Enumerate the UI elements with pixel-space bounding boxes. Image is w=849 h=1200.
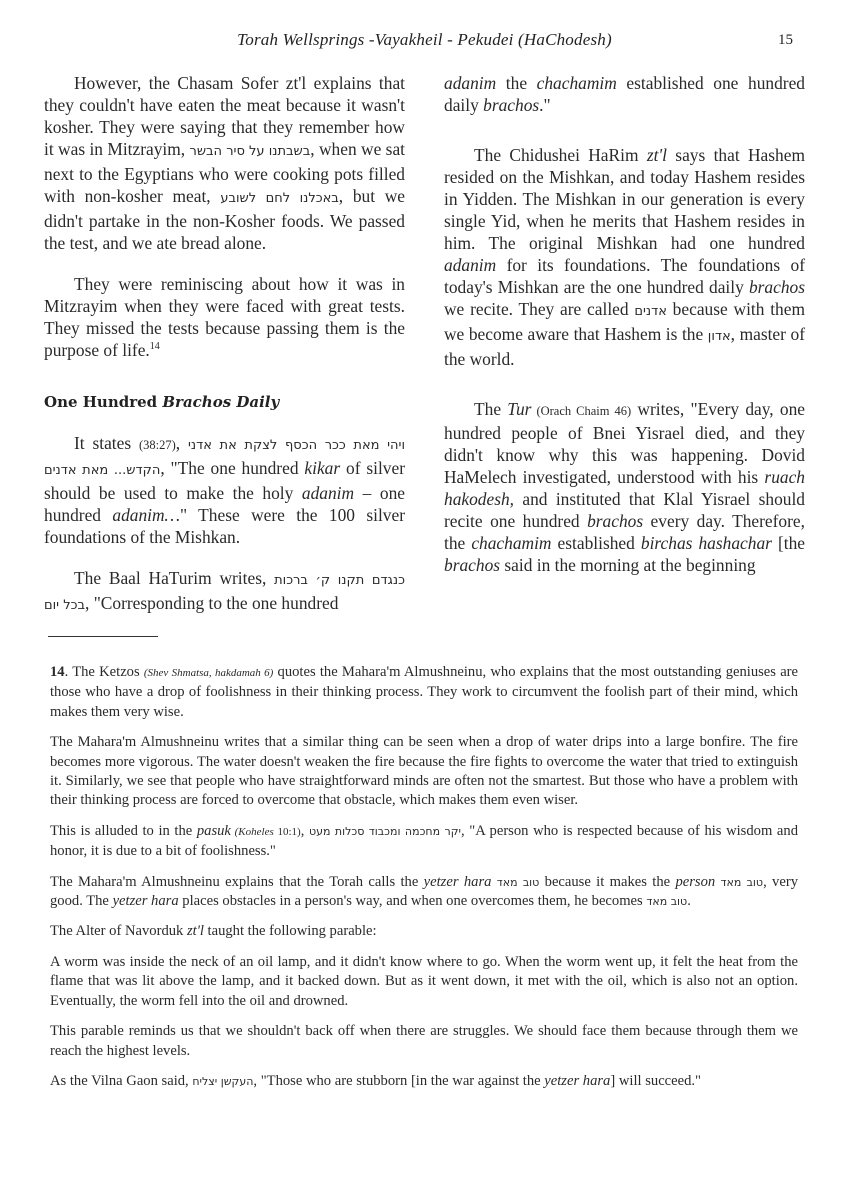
text: because it makes the — [539, 873, 676, 890]
footnote-ref[interactable]: 14 — [149, 341, 160, 353]
text: The Chidushei HaRim — [474, 145, 647, 165]
italic-term: yetzer hara — [544, 1072, 611, 1089]
hebrew-word: טוב מאד — [646, 895, 688, 909]
text: . — [687, 893, 691, 910]
text: , "Those who are stubborn [in the war against the — [253, 1072, 545, 1089]
text: places obstacles in a person's way, and when one overcomes them, he becomes — [178, 893, 647, 910]
running-header — [0, 30, 849, 54]
italic-term: zt'l — [646, 145, 667, 165]
text: However, the Chasam Sofer zt'l explains that they couldn't have eaten the meat because it wasn't kosher. They were saying that they remember how it was in Mitzrayim, — [44, 73, 405, 159]
text: says that Hashem resided on the Mishkan, and today Hashem resides in Yidden. The Mishkan in our generation is every single Yid, when he merits that Hashem resides in him. The original Mishkan had one hundred — [444, 145, 805, 253]
italic-term: Tur — [507, 399, 532, 419]
italic-term: adanim — [444, 255, 497, 275]
italic-term: kikar — [304, 458, 341, 478]
hebrew-quote: ויהי מאת ככר הכסף לצקת את אדני הקדש... מאת אדנים — [44, 438, 405, 478]
footnote-paragraph: A worm was inside the neck of an oil lamp, and it didn't know where to go. When the worm went up, it felt the heat from the flame that was lit above the lamp, and it backed down. But as it went down, it met with the oil, which is also not an option. Eventually, the worm fell into the oil and drowned. — [50, 953, 798, 1009]
text: , — [300, 822, 309, 839]
text: , "The one hundred — [160, 458, 305, 478]
text: because with them we become aware that Hashem is the — [444, 299, 805, 344]
italic-term: person — [675, 873, 716, 890]
text: ." — [539, 95, 551, 115]
text: and instituted that Klal Yisrael should recite one hundred — [444, 489, 805, 531]
left-column — [44, 72, 405, 636]
hebrew-word: אדנים — [634, 304, 667, 319]
text: This is alluded to in the — [50, 822, 197, 839]
italic-term: pasuk — [196, 822, 231, 839]
paragraph-it-states — [44, 432, 405, 548]
text: ] will succeed." — [610, 1072, 702, 1089]
running-header-title: Torah Wellsprings -Vayakheil - Pekudei (HaChodesh) — [237, 30, 612, 49]
italic-term: ruach hakodesh, — [444, 467, 805, 509]
paragraph-chasam-sofer — [44, 72, 405, 254]
italic-term: chachamim — [471, 533, 552, 553]
footnote-number: 14 — [50, 664, 65, 680]
italic-term: brachos — [587, 511, 644, 531]
text: of silver should be used to make the holy — [44, 458, 405, 503]
heading-text-italic: Brachos Daily — [162, 393, 280, 411]
right-column — [444, 72, 805, 595]
text: , — [175, 433, 189, 453]
text: The Alter of Navorduk — [50, 923, 187, 940]
hebrew-quote: באכלנו לחם לשובע — [220, 191, 339, 206]
text: " These were the 100 silver foundations of the Mishkan. — [44, 505, 405, 547]
footnote-paragraph: The Mahara'm Almushneinu writes that a similar thing can be seen when a drop of water drips into a large bonfire. The fire becomes more vigorous. The water doesn't weaken the fire because the fire fights to overcome the water that tried to extinguish it. Similarly, we see that people who have straightforward minds are often not the smartest. But those who have a problem with their thinking process are forced to overcome that obstacle, which makes them even wiser. — [50, 734, 798, 809]
text: , master of the world. — [444, 324, 805, 369]
hebrew-word: אדון — [707, 329, 731, 344]
heading-text: One Hundred — [44, 393, 163, 411]
text: It states — [74, 433, 139, 453]
hebrew-quote: בשבתנו על סיר הבשר — [189, 144, 311, 159]
hebrew-quote: העקשן יצליח — [192, 1074, 254, 1088]
text: The Baal HaTurim writes, — [74, 568, 275, 588]
page-number: 15 — [778, 32, 793, 48]
italic-term: chachamim — [536, 73, 617, 93]
text: , very good. The — [50, 873, 798, 910]
text: for its foundations. The foundations of today's Mishkan are the one hundred daily — [444, 255, 805, 297]
italic-term: adanim — [301, 483, 355, 503]
hebrew-quote: יקר מחכמה ומכבוד סכלות מעט — [308, 824, 461, 838]
verse-reference: (38:27) — [138, 438, 176, 452]
text: , but we didn't partake in the non-Kosher foods. We passed the test, and we ate bread alone. — [44, 186, 405, 253]
italic-term: zt'l — [186, 923, 204, 940]
footnote-paragraph — [50, 1072, 798, 1091]
footnote-paragraph — [50, 873, 798, 912]
text: As the Vilna Gaon said, — [50, 1072, 193, 1089]
text: established — [551, 533, 641, 553]
text: said in the morning at the beginning — [500, 555, 756, 575]
text: They were reminiscing about how it was in Mitzrayim when they were faced with great tests. They missed the tests because passing them is the purpose of life. — [44, 274, 405, 360]
footnotes — [50, 663, 798, 1102]
text: writes, "Every day, one hundred people of Bnei Yisrael died, and they didn't know why this was happening. Dovid HaMelech investigated, understood with his — [444, 399, 805, 487]
italic-term: adanim — [444, 73, 497, 93]
source-reference: (Orach Chaim 46) — [531, 404, 632, 418]
italic-term: birchas hashachar — [640, 533, 772, 553]
source-reference: 10:1) — [273, 825, 301, 838]
text: , when we sat next to the Egyptians who were cooking pots filled with non-kosher meat, — [44, 139, 405, 206]
text: [the — [771, 533, 806, 553]
italic-term: yetzer hara — [112, 893, 179, 910]
footnote-separator — [48, 636, 158, 637]
footnote-paragraph — [50, 822, 798, 862]
footnote-paragraph: This parable reminds us that we shouldn't back off when there are struggles. We should face them because through them we reach the highest levels. — [50, 1023, 798, 1059]
hebrew-quote: כנגדם תקנו ק׳ ברכות בכל יום — [44, 573, 405, 613]
text: The Mahara'm Almushneinu explains that the Torah calls the — [50, 873, 424, 890]
section-heading — [44, 391, 405, 413]
source-reference: (Shev Shmatsa, hakdamah 6) — [143, 667, 274, 679]
footnote-paragraph — [50, 922, 798, 941]
source-reference: (Koheles — [230, 825, 274, 838]
text: – one hundred — [44, 483, 405, 525]
hebrew-word: טוב מאד — [720, 875, 764, 889]
paragraph-chidushei-harim — [444, 144, 805, 370]
hebrew-word: טוב מאד — [496, 875, 540, 889]
italic-term: brachos — [748, 277, 805, 297]
paragraph-continuation — [444, 72, 805, 116]
text: , "Corresponding to the one hundred — [85, 593, 339, 613]
text: quotes the Mahara'm Almushneinu, who explains that the most outstanding geniuses are those who have a drop of foolishness in their thinking process. They work to circumvent the foolish part of their mind, which makes them very wise. — [50, 664, 799, 720]
text: every day. Therefore, the — [444, 511, 805, 553]
text: The — [474, 399, 508, 419]
italic-term: brachos — [483, 95, 540, 115]
text: , "A person who is respected because of his wisdom and honor, it is due to a bit of foolishness." — [50, 822, 798, 860]
paragraph-reminiscing — [44, 273, 405, 361]
text: . The Ketzos — [64, 664, 144, 680]
paragraph-tur — [444, 398, 805, 576]
italic-term: yetzer hara — [423, 873, 492, 890]
text: the — [496, 73, 537, 93]
text: taught the following parable: — [203, 923, 377, 940]
italic-term: brachos — [444, 555, 501, 575]
italic-term: adanim… — [112, 505, 181, 525]
paragraph-baal-haturim — [44, 567, 405, 617]
footnote-14 — [50, 663, 798, 722]
text: established one hundred daily — [444, 73, 805, 115]
text: we recite. They are called — [444, 299, 635, 319]
